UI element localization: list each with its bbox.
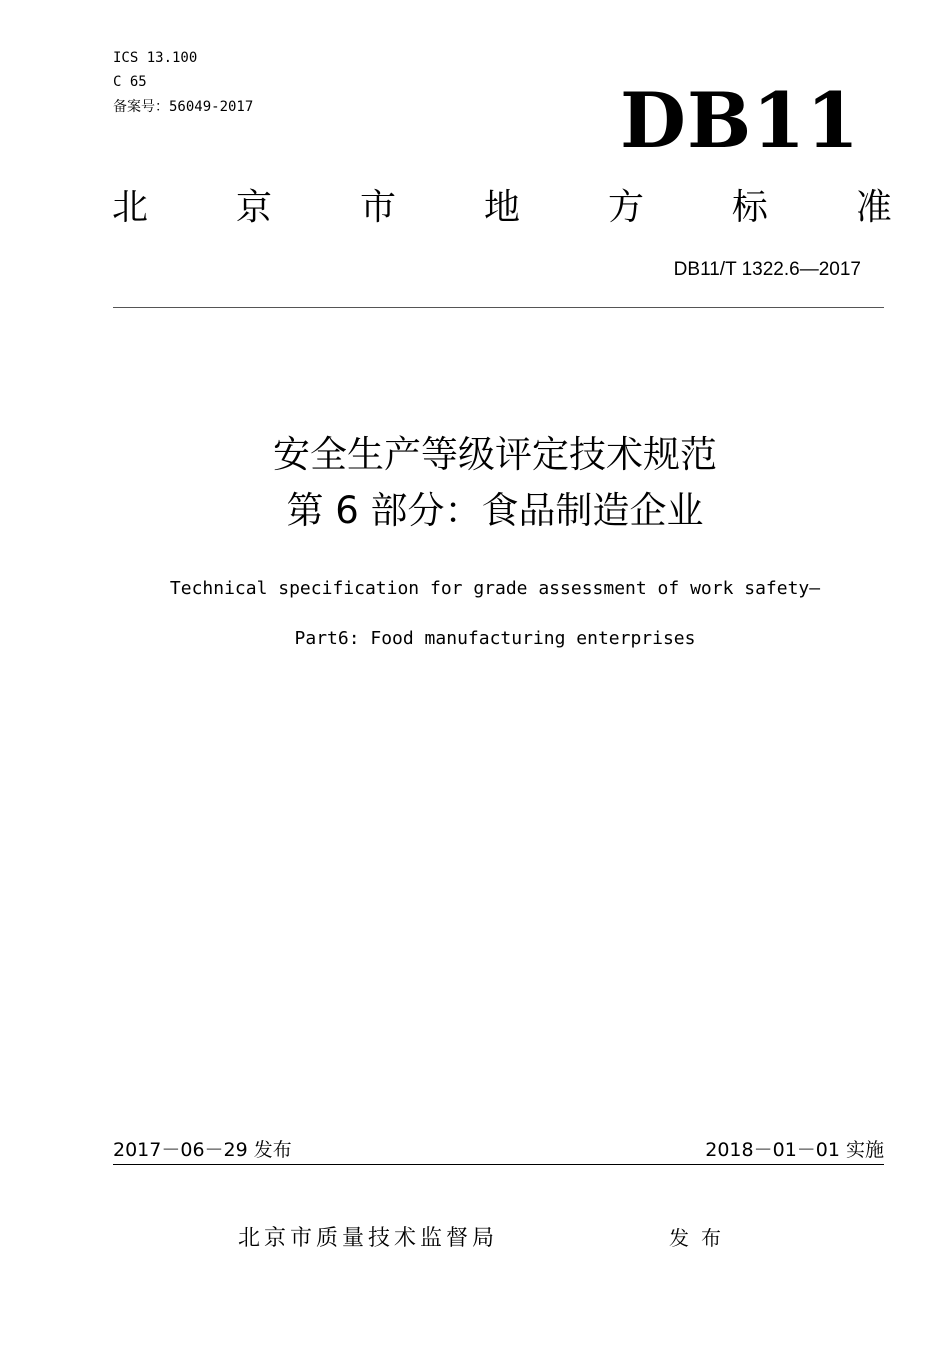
classification-char: 京 [235, 187, 272, 228]
classification-char: 地 [483, 187, 520, 228]
ics-code: ICS 13.100 [113, 50, 198, 66]
record-number: 备案号：56049-2017 [113, 99, 254, 115]
classification-char: 方 [607, 187, 644, 228]
chinese-title-part: 第 6 部分：食品制造企业 [286, 489, 704, 532]
classification-char: 北 [112, 187, 149, 228]
issue-date: 2017－06－29 发布 [113, 1139, 292, 1161]
english-title-line-2: Part6: Food manufacturing enterprises [294, 628, 696, 649]
footer-divider [113, 1164, 884, 1165]
standard-mark-db11: DB11 [620, 76, 860, 165]
header-divider [113, 307, 884, 308]
standard-number: DB11/T 1322.6—2017 [673, 259, 861, 280]
issue-label: 发布 [669, 1226, 733, 1250]
classification-char: 标 [731, 187, 768, 228]
standard-classification [112, 183, 892, 233]
effective-date: 2018－01－01 实施 [705, 1139, 884, 1161]
classification-char: 准 [855, 187, 892, 228]
issuing-authority: 北京市质量技术监督局 [238, 1226, 499, 1251]
classification-char: 市 [359, 187, 396, 228]
english-title-line-1: Technical specification for grade assessment of work safety— [169, 578, 821, 599]
ccs-code: C 65 [113, 74, 147, 90]
chinese-title-main: 安全生产等级评定技术规范 [273, 433, 717, 476]
